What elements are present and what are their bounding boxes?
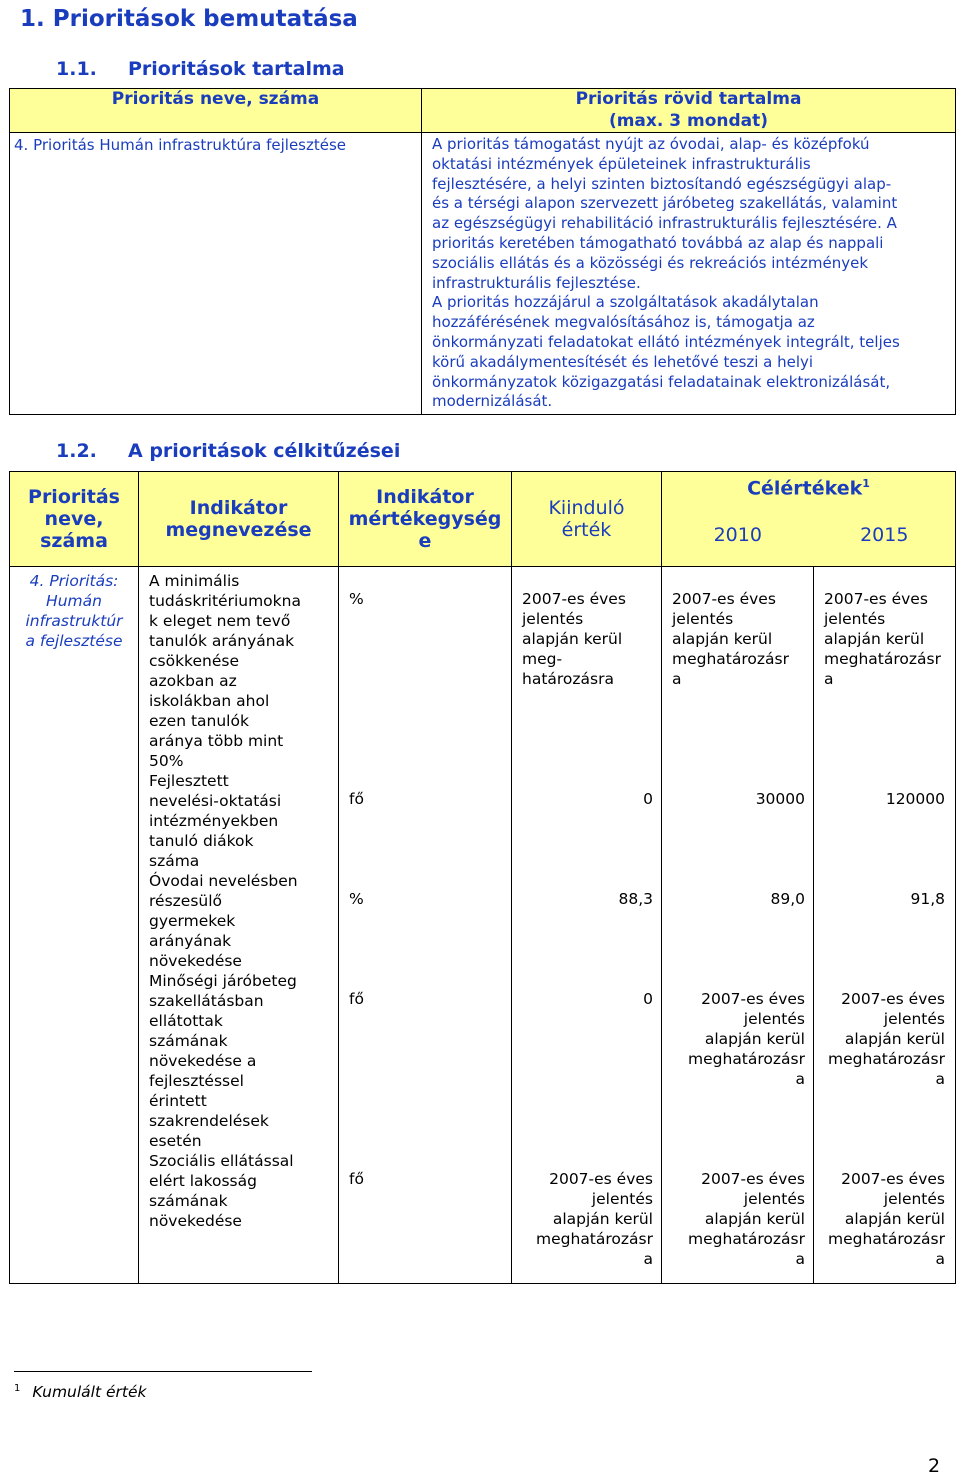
target-2010-value: 89,0 (770, 890, 805, 908)
base-value-line: jelentés (591, 1190, 653, 1208)
base-value-line: meghatározásr (536, 1230, 653, 1248)
target-2015-cell (814, 567, 956, 1284)
target-2015-value (824, 589, 947, 689)
priority-line: infrastruktúr (25, 612, 123, 630)
target-2010-value: 30000 (755, 790, 805, 808)
footnote-divider (14, 1371, 312, 1372)
header-line: Kiinduló (548, 497, 625, 519)
header-short-content-max: (max. 3 mondat) (422, 111, 956, 133)
base-values-cell (512, 567, 662, 1284)
content-line: önkormányzatok közigazgatási feladatainak elektronizálását, (432, 372, 891, 391)
target-2015-value-line: meghatározásr (824, 650, 941, 668)
indicator-line: fejlesztéssel (149, 1072, 244, 1090)
indicator-line: növekedése a (149, 1052, 257, 1070)
indicator-line: azokban az (149, 672, 237, 690)
indicator-line: növekedése (149, 952, 242, 970)
indicator-line: Fejlesztett (149, 772, 229, 790)
target-2015-value-line: alapján kerül (824, 630, 925, 648)
header-indicator-name (139, 472, 339, 567)
target-2015-value-line: alapján kerül (844, 1030, 945, 1048)
target-2015-value-line: meghatározásr (828, 1050, 945, 1068)
footnote-text: Kumulált érték (32, 1383, 147, 1401)
indicator-line: tanuló diákok (149, 832, 254, 850)
indicator-item (149, 1151, 332, 1231)
target-2010-cell (662, 567, 814, 1284)
indicator-line: k eleget nem tevő (149, 612, 291, 630)
base-value (536, 1169, 653, 1269)
indicator-line: gyermekek (149, 912, 236, 930)
indicator-item (149, 771, 332, 871)
indicator-line: részesülő (149, 892, 223, 910)
base-value-line: jelentés (522, 610, 584, 628)
target-2010-value-line: a (795, 1250, 805, 1268)
indicator-line: Minőségi járóbeteg (149, 972, 297, 990)
indicator-line: növekedése (149, 1212, 242, 1230)
header-year-2015: 2015 (814, 504, 956, 567)
indicator-line: szakellátásban (149, 992, 264, 1010)
base-value-line: alapján kerül (522, 630, 623, 648)
target-2015-value-line: a (935, 1070, 945, 1088)
indicator-line: ellátottak (149, 1012, 223, 1030)
section-heading-1-1 (56, 58, 345, 80)
units-cell (339, 567, 512, 1284)
header-line: megnevezése (165, 519, 312, 541)
indicator-line: érintett (149, 1092, 207, 1110)
header-line: Prioritás (28, 486, 120, 508)
unit-value: % (349, 590, 364, 608)
header-base-value (512, 472, 662, 567)
page-heading: 1. Prioritások bemutatása (20, 6, 358, 32)
target-2015-value-line: alapján kerül (844, 1210, 945, 1228)
header-line: neve, (44, 508, 104, 530)
header-line: Indikátor (189, 497, 288, 519)
content-line: körű akadálymentesítését és lehetővé teszi a helyi (432, 352, 814, 371)
target-2010-value-line: jelentés (672, 610, 734, 628)
indicator-line: Szociális ellátással (149, 1152, 294, 1170)
target-2015-value-line: jelentés (883, 1190, 945, 1208)
target-2015-value (828, 989, 945, 1089)
target-2010-value-line: alapján kerül (672, 630, 773, 648)
indicator-line: száma (149, 852, 200, 870)
indicator-line: ezen tanulók (149, 712, 249, 730)
target-2010-value-line: a (672, 670, 682, 688)
priority-cell (10, 567, 139, 1284)
unit-value: % (349, 890, 364, 908)
base-value-line: határozásra (522, 670, 614, 688)
target-2010-value-line: 2007-es éves (672, 590, 776, 608)
content-line: oktatási intézmények épületeinek infrastrukturális (432, 154, 811, 173)
content-line: A prioritás támogatást nyújt az óvodai, alap- és középfokú (432, 135, 870, 153)
target-2015-value-line: a (935, 1250, 945, 1268)
header-target-values (662, 472, 956, 504)
indicator-names-cell (139, 567, 339, 1284)
content-line: fejlesztésére, a helyi szinten biztosítandó egészségügyi alap- (432, 174, 892, 193)
section-title: Prioritások tartalma (128, 58, 345, 80)
indicator-item (149, 571, 332, 771)
base-value: 88,3 (618, 890, 653, 908)
base-value-line: 2007-es éves (522, 590, 626, 608)
base-value: 0 (643, 790, 653, 808)
base-value-line: meg- (522, 650, 563, 668)
content-lines (432, 135, 945, 412)
content-line: A prioritás hozzájárul a szolgáltatások akadálytalan (432, 293, 819, 312)
objectives-table (9, 471, 956, 1284)
footnote (14, 1383, 146, 1401)
header-line: száma (40, 530, 108, 552)
content-line: az egészségügyi rehabilitáció infrastrukturális fejlesztésére. A (432, 214, 897, 233)
priority-content-cell (422, 133, 956, 415)
page-number: 2 (928, 1455, 941, 1477)
footnote-number: 1 (14, 1383, 21, 1394)
target-2015-value-line: meghatározásr (828, 1230, 945, 1248)
priority-line: 4. Prioritás: (29, 572, 119, 590)
header-short-content: Prioritás rövid tartalma (422, 89, 956, 111)
base-value-line: a (643, 1250, 653, 1268)
indicator-line: intézményekben (149, 812, 279, 830)
unit-value: fő (349, 1170, 364, 1188)
target-2010-value-line: 2007-es éves (701, 990, 805, 1008)
content-line: prioritás keretében támogatható továbbá az alap és nappali (432, 233, 884, 252)
content-line: és a térségi alapon szervezett járóbeteg szakellátás, valamint (432, 194, 898, 213)
unit-value: fő (349, 990, 364, 1008)
section-title: A prioritások célkitűzései (128, 440, 401, 462)
target-2015-value-line: jelentés (883, 1010, 945, 1028)
base-value: 0 (643, 990, 653, 1008)
header-line: Indikátor (376, 486, 474, 508)
target-2010-value-line: 2007-es éves (701, 1170, 805, 1188)
target-2010-value-line: a (795, 1070, 805, 1088)
target-2010-value-line: alapján kerül (704, 1210, 805, 1228)
target-2015-value-line: 2007-es éves (841, 990, 945, 1008)
indicator-line: számának (149, 1192, 228, 1210)
header-priority (10, 472, 139, 567)
priority-line: Humán (46, 592, 102, 610)
indicator-line: iskolákban ahol (149, 692, 270, 710)
indicator-line: tanulók arányának (149, 632, 295, 650)
indicator-line: 50% (149, 752, 184, 770)
target-2015-value-line: 2007-es éves (841, 1170, 945, 1188)
indicator-line: számának (149, 1032, 228, 1050)
priority-name-cell: 4. Prioritás Humán infrastruktúra fejlesztése (10, 133, 422, 415)
indicator-line: csökkenése (149, 652, 239, 670)
target-2010-value (688, 1169, 805, 1269)
target-2015-value: 120000 (885, 790, 945, 808)
content-line: infrastrukturális fejlesztése. (432, 273, 641, 292)
indicator-line: szakrendelések (149, 1112, 269, 1130)
indicator-line: elért lakosság (149, 1172, 257, 1190)
target-2010-value-line: alapján kerül (704, 1030, 805, 1048)
header-line: mértékegység (348, 508, 502, 530)
header-line: e (418, 530, 432, 552)
indicator-line: nevelési-oktatási (149, 792, 282, 810)
target-2015-value-line: jelentés (824, 610, 886, 628)
content-line: önkormányzati feladatokat ellátó intézmények integrált, teljes (432, 332, 900, 351)
base-value-line: alapján kerül (552, 1210, 653, 1228)
section-number: 1.2. (56, 440, 97, 462)
base-value (522, 589, 653, 689)
target-2010-value-line: jelentés (743, 1010, 805, 1028)
header-line: érték (561, 519, 612, 541)
target-2010-value-line: meghatározásr (688, 1050, 805, 1068)
target-2010-value-line: meghatározásr (688, 1230, 805, 1248)
content-line: hozzáférésének megvalósításához is, támogatja az (432, 313, 815, 332)
target-2015-value-line: 2007-es éves (824, 590, 928, 608)
content-line: szociális ellátás és a közösségi és rekreációs intézmények (432, 253, 869, 272)
footnote-ref: 1 (862, 476, 870, 490)
indicator-line: tudáskritériumokna (149, 592, 301, 610)
target-2015-value (828, 1169, 945, 1269)
indicator-item (149, 971, 332, 1151)
section-heading-1-2 (56, 440, 400, 462)
base-value-line: 2007-es éves (549, 1170, 653, 1188)
target-2010-value-line: meghatározásr (672, 650, 789, 668)
priority-line: a fejlesztése (25, 632, 123, 650)
indicator-line: A minimális (149, 572, 240, 590)
indicator-line: Óvodai nevelésben (149, 872, 298, 890)
indicator-line: arányának (149, 932, 232, 950)
target-2010-value (672, 589, 805, 689)
targets-label: Célértékek (747, 476, 863, 499)
indicator-line: esetén (149, 1132, 202, 1150)
target-2015-value: 91,8 (910, 890, 945, 908)
target-2010-value-line: jelentés (743, 1190, 805, 1208)
indicator-item (149, 871, 332, 971)
header-year-2010: 2010 (662, 504, 814, 567)
header-indicator-unit (339, 472, 512, 567)
section-number: 1.1. (56, 58, 97, 80)
content-line: modernizálását. (432, 392, 553, 411)
priorities-content-table (9, 88, 956, 415)
target-2015-value-line: a (824, 670, 834, 688)
unit-value: fő (349, 790, 364, 808)
header-priority-name: Prioritás neve, száma (10, 89, 422, 133)
indicator-line: aránya több mint (149, 732, 284, 750)
target-2010-value (688, 989, 805, 1089)
